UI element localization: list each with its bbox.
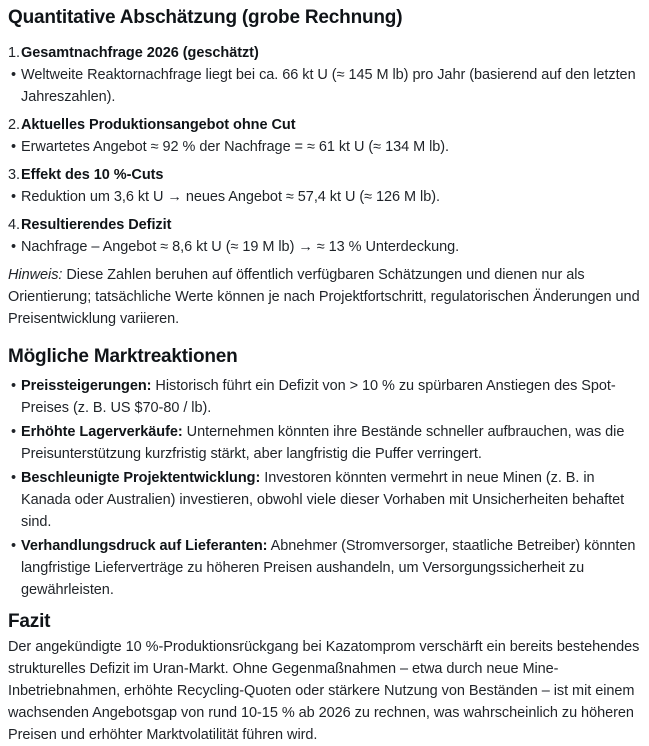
section-title-marktreaktionen: Mögliche Marktreaktionen xyxy=(8,346,238,367)
list-item xyxy=(8,114,640,158)
bullet-icon: • xyxy=(11,470,17,486)
list-item-title xyxy=(8,42,640,64)
bullet-text: Investoren könnten vermehrt in neue Minen (z. B. in Kanada oder Australien) investieren, obwohl viele dieser Vorhaben mit Unsicherheiten behaftet sind. xyxy=(21,470,625,530)
bullet-icon: • xyxy=(11,139,17,155)
list-item-title-text: Aktuelles Produktionsangebot ohne Cut xyxy=(21,117,296,133)
bullet-icon: • xyxy=(11,239,17,255)
bullet-item xyxy=(8,136,640,158)
bullet-icon: • xyxy=(11,67,17,83)
bullet-lead: Preissteigerungen: xyxy=(21,378,152,394)
list-number: 4. xyxy=(8,217,20,233)
bullet-text: Unternehmen könnten ihre Bestände schneller aufbrauchen, was die Preisunterstützung kurzfristig stärkt, aber langfristig die Puffer verringert. xyxy=(21,424,625,462)
bullet-text: Erwartetes Angebot ≈ 92 % der Nachfrage = ≈ 61 kt U (≈ 134 M lb). xyxy=(21,139,450,155)
bullet-icon: • xyxy=(11,189,17,205)
list-item-title xyxy=(8,164,640,186)
bullet-icon: • xyxy=(11,538,17,554)
section-title-quantitative: Quantitative Abschätzung (grobe Rechnung) xyxy=(8,7,403,28)
bullet-text: Historisch führt ein Defizit von > 10 % zu spürbaren Anstiegen des Spot-Preises (z. B. US $70-80 / lb). xyxy=(21,378,616,416)
bullet-text: Weltweite Reaktornachfrage liegt bei ca. 66 kt U (≈ 145 M lb) pro Jahr (basierend auf den letzten Jahreszahlen). xyxy=(21,67,636,105)
bullet-item xyxy=(8,236,640,258)
list-number: 2. xyxy=(8,117,20,133)
bullet-lead: Beschleunigte Projektentwicklung: xyxy=(21,470,261,486)
note-lead: Hinweis: xyxy=(8,267,63,283)
bullet-item xyxy=(8,467,640,533)
note-text: Diese Zahlen beruhen auf öffentlich verfügbaren Schätzungen und dienen nur als Orientierung; tatsächliche Werte können je nach Projektfortschritt, regulatorischen Änderungen und Preisentwicklung variieren. xyxy=(8,267,640,327)
bullet-icon: • xyxy=(11,378,17,394)
list-item xyxy=(8,42,640,108)
section-title-fazit: Fazit xyxy=(8,611,51,632)
bullet-text: Abnehmer (Stromversorger, staatliche Betreiber) könnten langfristige Lieferverträge zu höheren Preisen aushandeln, um Versorgungssicherheit zu gewährleisten. xyxy=(21,538,636,598)
list-item-title-text: Effekt des 10 %-Cuts xyxy=(21,167,164,183)
note-paragraph xyxy=(8,264,640,330)
list-item-title xyxy=(8,214,640,236)
bullet-lead: Erhöhte Lagerverkäufe: xyxy=(21,424,183,440)
bullet-item xyxy=(8,421,640,465)
bullet-item xyxy=(8,186,640,208)
bullet-lead: Verhandlungsdruck auf Lieferanten: xyxy=(21,538,268,554)
market-bullet-list xyxy=(8,375,640,601)
list-number: 1. xyxy=(8,45,20,61)
bullet-item xyxy=(8,535,640,601)
bullet-item xyxy=(8,64,640,108)
fazit-paragraph: Der angekündigte 10 %-Produktionsrückgang bei Kazatomprom verschärft ein bereits bestehendes strukturelles Defizit im Uran-Markt. Ohne Gegenmaßnahmen – etwa durch neue Mine-Inbetriebnahmen, erhöhte Recycling-Quoten oder stärkere Nutzung von Beständen – ist mit einem wachsenden Angebotsgap von rund 10-15 % ab 2026 zu rechnen, was wahrscheinlich zu höheren Preisen und erhöhter Marktvolatilität führen wird. xyxy=(8,639,640,743)
bullet-icon: • xyxy=(11,424,17,440)
numbered-list xyxy=(8,42,640,258)
bullet-text: Nachfrage – Angebot ≈ 8,6 kt U (≈ 19 M lb) → ≈ 13 % Unterdeckung. xyxy=(21,239,460,255)
bullet-item xyxy=(8,375,640,419)
list-number: 3. xyxy=(8,167,20,183)
list-item xyxy=(8,164,640,208)
bullet-text: Reduktion um 3,6 kt U → neues Angebot ≈ 57,4 kt U (≈ 126 M lb). xyxy=(21,189,440,205)
list-item-title-text: Resultierendes Defizit xyxy=(21,217,172,233)
list-item-title xyxy=(8,114,640,136)
list-item xyxy=(8,214,640,258)
list-item-title-text: Gesamtnachfrage 2026 (geschätzt) xyxy=(21,45,259,61)
